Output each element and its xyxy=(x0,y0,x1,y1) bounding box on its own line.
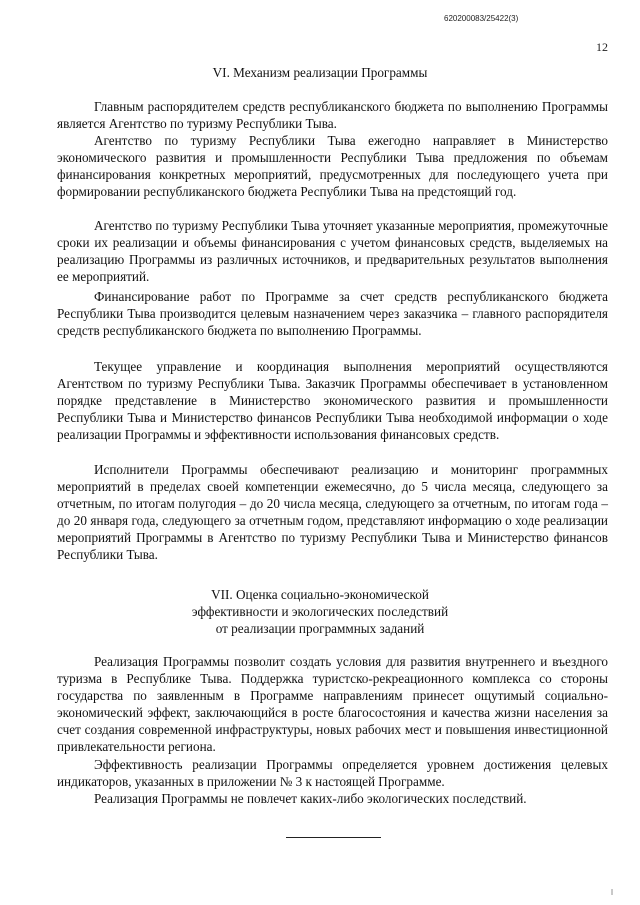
section-6-paragraph: Исполнители Программы обеспечивают реализацию и мониторинг программных мероприятий в пределах своей компетенции ежемесячно, до 5 числа месяца, следующего за отчетным, по итогам полугодия – до 20 числа месяца, следующего за отчетным, по итогам года – до 20 января года, следующего за отчетным годом, представляют информацию о ходе реализации мероприятий Программы в Агентство по туризму Республики Тыва и Министерство финансов Республики Тыва. xyxy=(57,462,608,562)
page-number: 12 xyxy=(596,40,608,54)
corner-scan-mark: ǁ xyxy=(611,888,614,897)
section-6-title: VI. Механизм реализации Программы xyxy=(212,65,428,80)
divider-line xyxy=(286,837,381,838)
section-7-title-line: эффективности и экологических последствий xyxy=(191,604,449,619)
section-6-paragraph: Текущее управление и координация выполнения мероприятий осуществляются Агентством по туризму Республики Тыва. Заказчик Программы обеспечивает в установленном порядке представление в Министерство экономического развития и промышленности Республики Тыва и Министерство финансов Республики Тыва необходимой информации о ходе реализации Программы и эффективности использования финансовых средств. xyxy=(57,359,608,442)
section-7-paragraph: Реализация Программы не повлечет каких-либо экологических последствий. xyxy=(94,791,527,806)
section-7-paragraph: Эффективность реализации Программы определяется уровнем достижения целевых индикаторов, указанных в приложении № 3 к настоящей Программе. xyxy=(57,757,608,789)
section-7-paragraph: Реализация Программы позволит создать условия для развития внутреннего и въездного туризма в Республике Тыва. Поддержка туристско-рекреационного комплекса со стороны государства по заявленным в Программе направлениям принесет ощутимый социально-экономический эффект, заключающийся в росте благосостояния и качества жизни населения за счет создания современной инфраструктуры, новых рабочих мест и повышения инвестиционной привлекательности региона. xyxy=(57,654,608,754)
section-6-paragraph: Агентство по туризму Республики Тыва уточняет указанные мероприятия, промежуточные сроки их реализации и объемы финансирования с учетом финансовых средств, выделяемых на реализацию Программы из различных источников, и предварительных результатов выполнения ее мероприятий. xyxy=(57,218,608,284)
section-7-title-line: от реализации программных заданий xyxy=(215,621,425,636)
section-6-paragraph: Агентство по туризму Республики Тыва ежегодно направляет в Министерство экономического развития и промышленности Республики Тыва предложения по объемам финансирования конкретных мероприятий, предусмотренных для последующего учета при формировании республиканского бюджета Республики Тыва на предстоящий год. xyxy=(57,133,608,199)
section-6-paragraph: Финансирование работ по Программе за счет средств республиканского бюджета Республики Тыва производится целевым назначением через заказчика – главного распорядителя средств республиканского бюджета по выполнению Программы. xyxy=(57,289,608,338)
section-7-title-line: VII. Оценка социально-экономической xyxy=(211,587,429,602)
section-6-paragraph: Главным распорядителем средств республиканского бюджета по выполнению Программы является Агентство по туризму Республики Тыва. xyxy=(57,99,608,131)
document-id: 620200083/25422(3) xyxy=(444,14,519,23)
